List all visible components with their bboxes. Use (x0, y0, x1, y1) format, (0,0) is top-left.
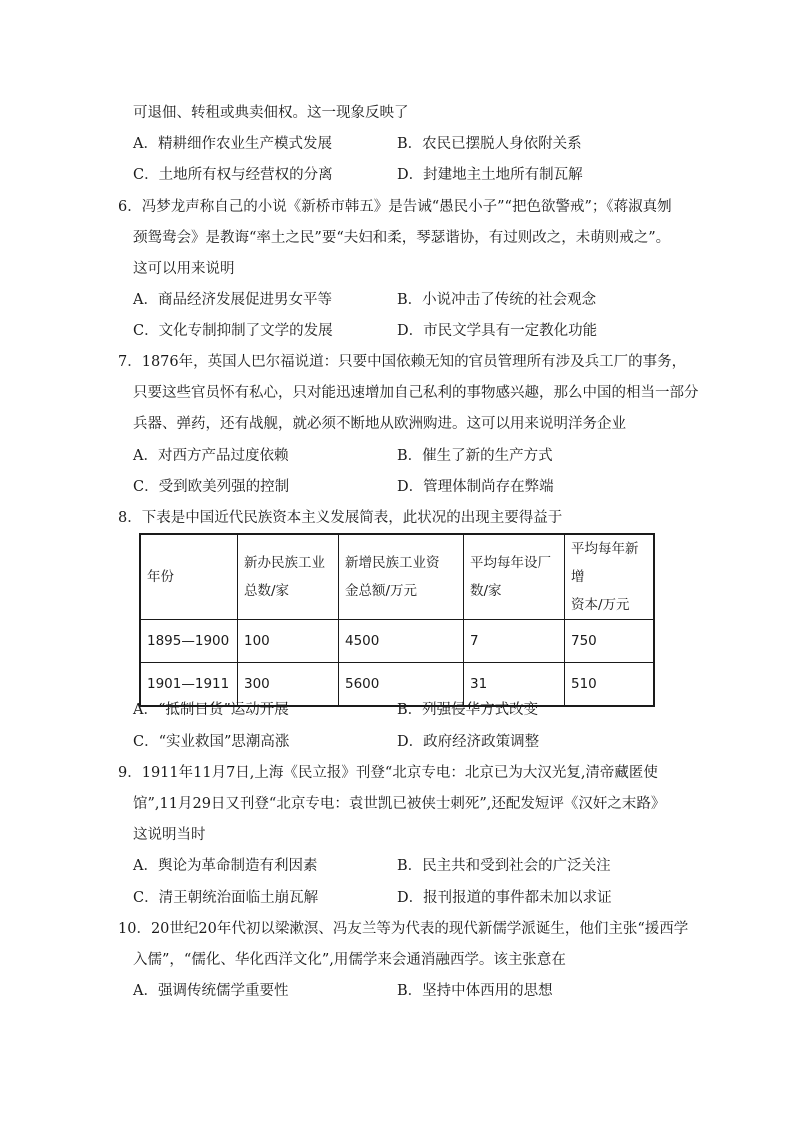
q6-stem-line3: 这可以用来说明 (133, 261, 235, 277)
q7-stem-line2: 只要这些官员怀有私心，只对能迅速增加自己私利的事物感兴趣，那么中国的相当一部分 (133, 385, 699, 401)
table-cell: 750 (565, 620, 655, 663)
q7-option-a: A．对西方产品过度依赖 (133, 448, 289, 464)
q9-stem-line1: 9．1911年11月7日,上海《民立报》刊登“北京专电：北京已为大汉光复,清帝藏匿使 (118, 765, 658, 781)
q9-option-c: C．清王朝统治面临土崩瓦解 (133, 890, 319, 906)
q9-stem-line3: 这说明当时 (133, 827, 206, 843)
table-cell: 510 (565, 663, 655, 707)
q9-stem-line2: 馆”,11月29日又刊登“北京专电：袁世凯已被侠士刺死”,还配发短评《汉奸之末路》 (133, 796, 666, 812)
header-new-factories: 新办民族工业 总数/家 (238, 534, 339, 620)
q8-option-c: C．“实业救国”思潮高涨 (133, 734, 290, 750)
table-cell: 1901—1911 (140, 663, 238, 707)
table-cell: 100 (238, 620, 339, 663)
q7-option-c: C．受到欧美列强的控制 (133, 479, 290, 495)
q10-stem-line1: 10．20世纪20年代初以梁漱溟、冯友兰等为代表的现代新儒学派诞生，他们主张“援西学 (118, 921, 689, 937)
q8-option-a: A．“抵制日货”运动开展 (133, 702, 289, 718)
table-cell: 1895—1900 (140, 620, 238, 663)
q8-option-d: D．政府经济政策调整 (397, 734, 540, 750)
table-cell: 7 (464, 620, 565, 663)
q7-option-d: D．管理体制尚存在弊端 (397, 479, 554, 495)
q10-option-a: A．强调传统儒学重要性 (133, 983, 289, 999)
q5-option-a: A．精耕细作农业生产模式发展 (133, 136, 332, 152)
q7-stem-line1: 7．1876年，英国人巴尔福说道：只要中国依赖无知的官员管理所有涉及兵工厂的事务， (118, 354, 687, 370)
q5-option-b: B．农民已摆脱人身依附关系 (397, 136, 582, 152)
q5-stem-continuation: 可退佃、转租或典卖佃权。这一现象反映了 (133, 105, 409, 121)
q5-option-c: C．土地所有权与经营权的分离 (133, 167, 333, 183)
q7-option-b: B．催生了新的生产方式 (397, 448, 553, 464)
table-cell: 31 (464, 663, 565, 707)
header-avg-capital: 平均每年新增 资本/万元 (565, 534, 655, 620)
q10-stem-line2: 入儒”，“儒化、华化西洋文化”,用儒学来会通消融西学。该主张意在 (133, 952, 566, 968)
table-header-row (140, 534, 654, 620)
q9-option-b: B．民主共和受到社会的广泛关注 (397, 858, 611, 874)
q6-stem-line1: 6．冯梦龙声称自己的小说《新桥市韩五》是告诫“愚民小子”“把色欲警戒”；《蒋淑真刎 (118, 199, 672, 215)
table-row (140, 620, 654, 663)
q10-option-b: B．坚持中体西用的思想 (397, 983, 553, 999)
q9-option-d: D．报刊报道的事件都未加以求证 (397, 890, 612, 906)
q9-option-a: A．舆论为革命制造有利因素 (133, 858, 318, 874)
header-avg-factories: 平均每年设厂 数/家 (464, 534, 565, 620)
header-year: 年份 (140, 534, 238, 620)
table-cell: 5600 (339, 663, 464, 707)
capitalism-development-table (139, 533, 655, 707)
q6-stem-line2: 颈鸳鸯会》是教诲“率土之民”要“夫妇和柔，琴瑟谐协，有过则改之，未萌则戒之”。 (133, 230, 671, 246)
table-cell: 4500 (339, 620, 464, 663)
q6-option-d: D．市民文学具有一定教化功能 (397, 323, 598, 339)
q6-option-b: B．小说冲击了传统的社会观念 (397, 292, 597, 308)
table-cell: 300 (238, 663, 339, 707)
q8-option-b: B．列强侵华方式改变 (397, 702, 539, 718)
q8-stem-line1: 8．下表是中国近代民族资本主义发展简表，此状况的出现主要得益于 (118, 510, 563, 526)
header-new-capital: 新增民族工业资 金总额/万元 (339, 534, 464, 620)
q6-option-a: A．商品经济发展促进男女平等 (133, 292, 332, 308)
q7-stem-line3: 兵器、弹药，还有战舰，就必须不断地从欧洲购进。这可以用来说明洋务企业 (133, 416, 626, 432)
q6-option-c: C．文化专制抑制了文学的发展 (133, 323, 333, 339)
q5-option-d: D．封建地主土地所有制瓦解 (397, 167, 583, 183)
